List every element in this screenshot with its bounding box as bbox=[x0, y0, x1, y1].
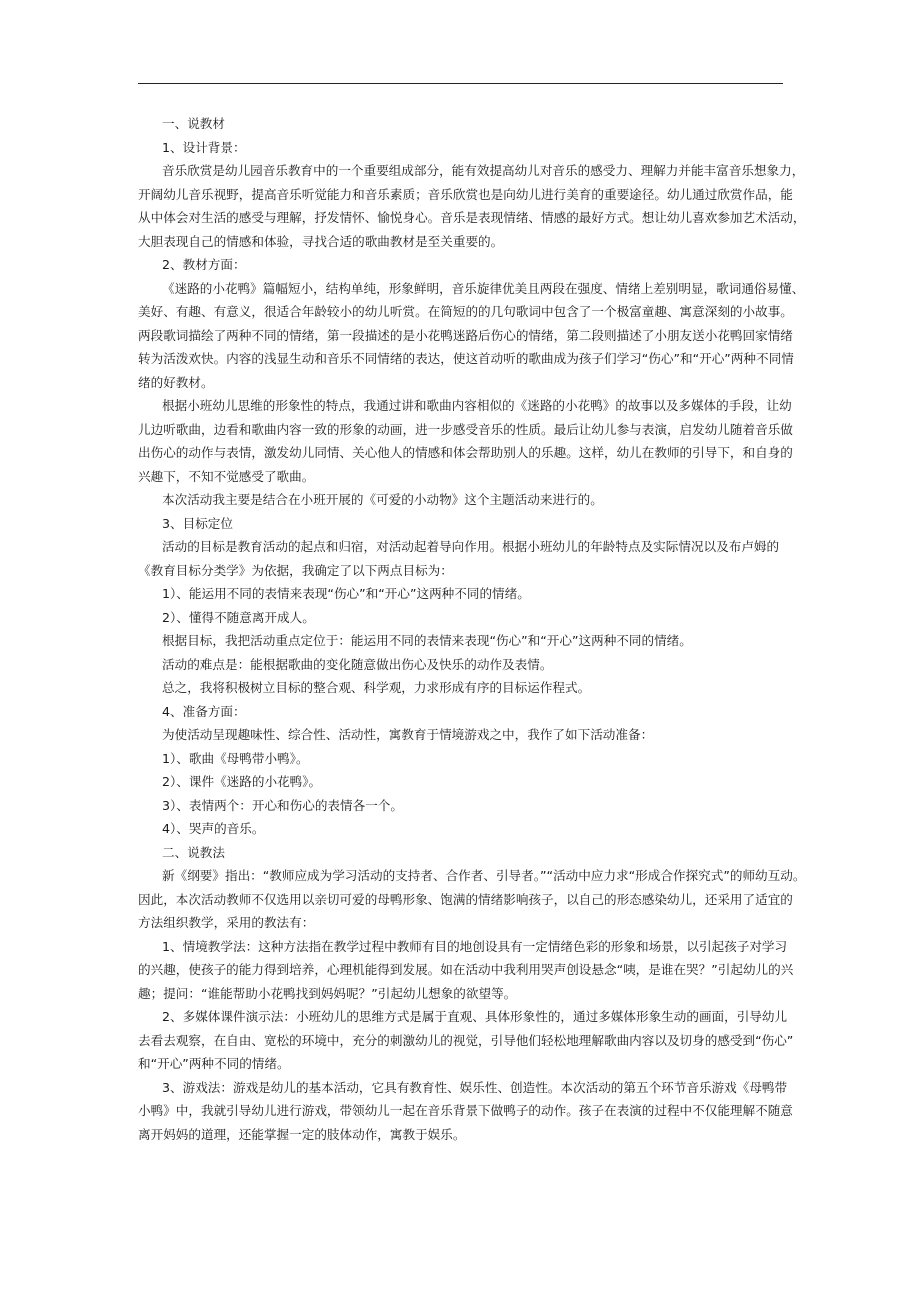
text-line: 2）、课件《迷路的小花鸭》。 bbox=[162, 774, 322, 789]
text-line: 美好、有趣、有意义，很适合年龄较小的幼儿听赏。在简短的的几句歌词中包含了一个极富童趣、寓意深刻的小故事。 bbox=[138, 304, 793, 319]
text-line: 总之，我将积极树立目标的整合观、科学观，力求形成有序的目标运作程式。 bbox=[162, 680, 591, 695]
text-line: 1）、能运用不同的表情来表现“伤心”和“开心”这两种不同的情绪。 bbox=[162, 586, 530, 601]
text-line: 大胆表现自己的情感和体验，寻找合适的歌曲教材是至关重要的。 bbox=[138, 233, 504, 249]
text-line: 3、目标定位 bbox=[162, 515, 233, 531]
text-line: 出伤心的动作与表情，激发幼儿同情、关心他人的情感和体会帮助别人的乐趣。这样，幼儿在教师的引导下，和自身的 bbox=[138, 445, 793, 460]
text-line: 转为活泼欢快。内容的浅显生动和音乐不同情绪的表达，使这首动听的歌曲成为孩子们学习“伤心”和“开心”两种不同情 bbox=[138, 351, 794, 366]
text-line: 4）、哭声的音乐。 bbox=[162, 821, 265, 836]
text-line: 兴趣下，不知不觉感受了歌曲。 bbox=[138, 468, 315, 484]
text-line: 两段歌词描绘了两种不同的情绪，第一段描述的是小花鸭迷路后伤心的情绪，第二段则描述了小朋友送小花鸭回家情绪 bbox=[138, 327, 793, 343]
text-line: 因此，本次活动教师不仅选用以亲切可爱的母鸭形象、饱满的情绪影响孩子，以自己的形态感染幼儿，还采用了适宜的 bbox=[138, 891, 793, 907]
text-line: 1）、歌曲《母鸭带小鸭》。 bbox=[162, 750, 309, 766]
text-line: 1、情境教学法：这种方法指在教学过程中教师有目的地创设具有一定情绪色彩的形象和场景，以引起孩子对学习 bbox=[162, 938, 788, 954]
text-line: 活动的难点是：能根据歌曲的变化随意做出伤心及快乐的动作及表情。 bbox=[162, 656, 553, 672]
document-body bbox=[138, 112, 806, 1146]
text-line: 根据目标，我把活动重点定位于：能运用不同的表情来表现“伤心”和“开心”这两种不同的情绪。 bbox=[162, 633, 692, 648]
text-line: 《迷路的小花鸭》篇幅短小，结构单纯，形象鲜明，音乐旋律优美且两段在强度、情绪上差别明显，歌词通俗易懂、 bbox=[162, 280, 805, 296]
text-line: 活动的目标是教育活动的起点和归宿，对活动起着导向作用。根据小班幼儿的年龄特点及实际情况以及布卢姆的 bbox=[162, 539, 780, 554]
header-rule bbox=[138, 83, 783, 84]
text-line: 音乐欣赏是幼儿园音乐教育中的一个重要组成部分，能有效提高幼儿对音乐的感受力、理解力并能丰富音乐想象力， bbox=[162, 163, 805, 178]
text-line: 新《纲要》指出：“教师应成为学习活动的支持者、合作者、引导者。”“活动中应力求“形成合作探究式”的师幼互动。 bbox=[162, 868, 806, 883]
text-line: 的兴趣，使孩子的能力得到培养，心理机能得到发展。如在活动中我利用哭声创设悬念“咦，是谁在哭？”引起幼儿的兴 bbox=[138, 962, 794, 977]
text-line: 小鸭》中，我就引导幼儿进行游戏，带领幼儿一起在音乐背景下做鸭子的动作。孩子在表演的过程中不仅能理解不随意 bbox=[138, 1103, 793, 1118]
text-line: 去看去观察，在自由、宽松的环境中，充分的刺激幼儿的视觉，引导他们轻松地理解歌曲内容以及切身的感受到“伤心” bbox=[138, 1032, 794, 1048]
text-line: 3）、表情两个：开心和伤心的表情各一个。 bbox=[162, 797, 403, 813]
text-line: 从中体会对生活的感受与理解，抒发情怀、愉悦身心。音乐是表现情绪、情感的最好方式。想让幼儿喜欢参加艺术活动， bbox=[138, 210, 806, 225]
text-line: 一、说教材 bbox=[162, 116, 225, 131]
text-line: 1、设计背景： bbox=[162, 139, 246, 155]
text-line: 方法组织教学，采用的教法有： bbox=[138, 915, 315, 930]
text-line: 2）、懂得不随意离开成人。 bbox=[162, 609, 315, 625]
text-line: 二、说教法 bbox=[162, 844, 225, 860]
text-line: 开阔幼儿音乐视野，提高音乐听觉能力和音乐素质；音乐欣赏也是向幼儿进行美育的重要途径。幼儿通过欣赏作品，能 bbox=[138, 186, 793, 202]
text-line: 绪的好教材。 bbox=[138, 374, 214, 390]
text-line: 2、教材方面： bbox=[162, 257, 246, 272]
text-line: 3、游戏法：游戏是幼儿的基本活动，它具有教育性、娱乐性、创造性。本次活动的第五个环节音乐游戏《母鸭带 bbox=[162, 1079, 788, 1095]
text-line: 为使活动呈现趣味性、综合性、活动性，寓教育于情境游戏之中，我作了如下活动准备： bbox=[162, 727, 654, 742]
text-line: 趣；提问：“谁能帮助小花鸭找到妈妈呢？”引起幼儿想象的欲望等。 bbox=[138, 985, 517, 1001]
text-line: 4、准备方面： bbox=[162, 703, 246, 719]
text-line: 2、多媒体课件演示法：小班幼儿的思维方式是属于直观、具体形象性的，通过多媒体形象生动的画面，引导幼儿 bbox=[162, 1009, 788, 1024]
text-line: 和“开心”两种不同的情绪。 bbox=[138, 1056, 290, 1071]
text-line: 《教育目标分类学》为依据，我确定了以下两点目标为： bbox=[138, 562, 453, 578]
text-line: 离开妈妈的道理，还能掌握一定的肢体动作，寓教于娱乐。 bbox=[138, 1126, 466, 1142]
text-line: 儿边听歌曲，边看和歌曲内容一致的形象的动画，进一步感受音乐的性质。最后让幼儿参与表演，启发幼儿随着音乐做 bbox=[138, 421, 793, 437]
text-line: 本次活动我主要是结合在小班开展的《可爱的小动物》这个主题活动来进行的。 bbox=[162, 492, 603, 507]
text-line: 根据小班幼儿思维的形象性的特点，我通过讲和歌曲内容相似的《迷路的小花鸭》的故事以及多媒体的手段，让幼 bbox=[162, 398, 792, 413]
